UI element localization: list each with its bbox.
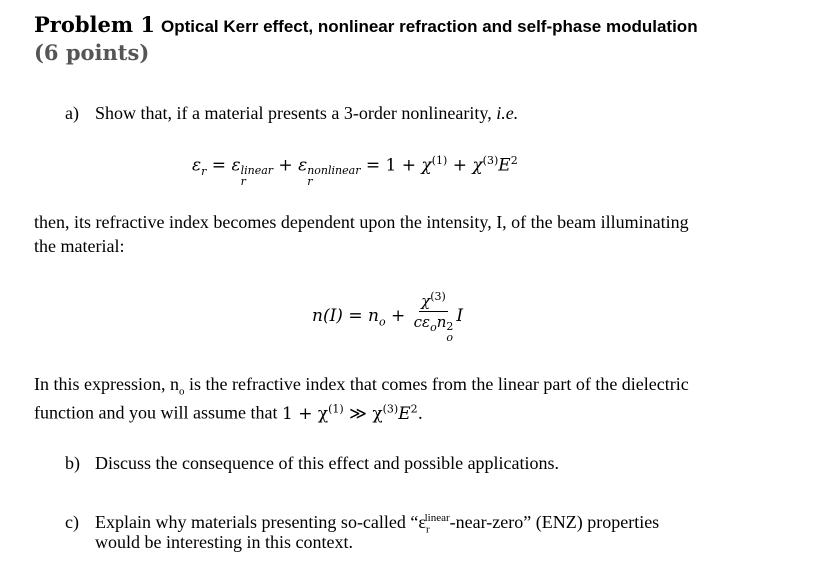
eq1-nonlinear-sub: r xyxy=(307,174,313,188)
expr-math-1: 1 + χ xyxy=(281,403,329,424)
part-c-linear-sup: linear xyxy=(424,512,450,524)
part-c-text-b: -near-zero” (ENZ) properties xyxy=(449,512,660,532)
part-c-line2: would be interesting in this context. xyxy=(95,532,353,552)
expr-line1-a: In this expression, n xyxy=(34,374,179,394)
expr-line1-b: is the refractive index that comes from the linear part of the dielectric xyxy=(184,374,689,394)
part-a-expression-line2 xyxy=(34,397,423,426)
eq2-lhs: n(I) = n xyxy=(312,306,379,326)
eq1-chi1-sup: (1) xyxy=(431,154,448,167)
eq2-sub-o: o xyxy=(378,315,386,329)
expr-period: . xyxy=(417,403,424,424)
part-c-label: c) xyxy=(65,512,79,532)
eq1-eps: ε xyxy=(192,155,202,176)
part-c-text-a: Explain why materials presenting so-called “ε xyxy=(95,512,426,532)
problem-number: Problem 1 xyxy=(34,12,156,37)
eq2-I: I xyxy=(456,306,464,326)
part-b-text: Discuss the consequence of this effect and possible applications. xyxy=(95,453,560,473)
eq1-plus: + xyxy=(273,155,299,176)
expr-line2-a: function and you will assume that xyxy=(34,402,282,423)
eq1-eps-linear: ε xyxy=(231,155,241,176)
part-a-then-line1: then, its refractive index becomes dependent upon the intensity, I, of the beam illuminating xyxy=(34,212,689,232)
eq2-den-c-eps: cε xyxy=(413,313,431,331)
part-a-then-line2: the material: xyxy=(34,236,125,256)
eq2-den-sub-o: o xyxy=(430,321,437,334)
expr-sup3: (3) xyxy=(382,402,399,415)
eq1-eps-nonlinear: ε xyxy=(298,155,308,176)
expr-sup1: (1) xyxy=(328,402,344,415)
part-a-label: a) xyxy=(65,103,79,123)
equation-refractive-index xyxy=(312,290,463,343)
problem-subtitle: Optical Kerr effect, nonlinear refraction and self-phase modulation xyxy=(161,17,698,36)
eq1-chi3: χ xyxy=(472,155,483,176)
eq1-linear-sup: linear xyxy=(240,163,274,177)
eq2-num-chi: χ xyxy=(421,292,431,310)
expr-gg: ≫ χ xyxy=(343,403,383,424)
eq1-square: 2 xyxy=(510,154,518,167)
eq1-nonlinear-sup: nonlinear xyxy=(307,163,361,177)
eq2-numerator xyxy=(419,290,448,312)
eq2-fraction xyxy=(414,290,454,343)
eq2-plus: + xyxy=(385,306,411,326)
eq1-equals: = xyxy=(206,155,232,176)
expr-square: 2 xyxy=(410,402,418,415)
eq1-nonlinear-stack xyxy=(307,165,360,187)
eq2-den-sub-o2: o xyxy=(446,331,453,344)
eq1-sub-r: r xyxy=(201,165,207,179)
eq2-den-stack xyxy=(446,321,453,343)
eq1-plus-2: + xyxy=(447,155,473,176)
part-a-intro-text: Show that, if a material presents a 3-order nonlinearity, xyxy=(95,103,492,123)
eq2-den-square: 2 xyxy=(446,320,454,333)
eq1-chi3-sup: (3) xyxy=(482,154,499,167)
part-b-label: b) xyxy=(65,453,80,473)
eq1-rhs-start: = 1 + xyxy=(360,155,422,176)
eq1-linear-sub: r xyxy=(240,174,246,188)
part-a-intro xyxy=(65,101,518,125)
points-label: (6 points) xyxy=(34,40,150,65)
expr-line1-sub-o: o xyxy=(178,385,185,398)
part-b xyxy=(65,451,559,475)
eq1-E: E xyxy=(498,155,511,176)
part-a-ie: i.e. xyxy=(496,103,519,123)
eq1-chi1: χ xyxy=(421,155,432,176)
part-c-sub-r: r xyxy=(425,523,430,536)
expr-E: E xyxy=(398,403,411,424)
expr-inline-math xyxy=(282,404,423,424)
eq2-den-n: n xyxy=(436,313,447,331)
equation-permittivity xyxy=(192,154,518,187)
eq1-linear-stack xyxy=(241,165,273,187)
problem-title xyxy=(34,12,698,37)
eq2-num-sup: (3) xyxy=(430,290,446,303)
eq2-denominator xyxy=(414,312,454,343)
